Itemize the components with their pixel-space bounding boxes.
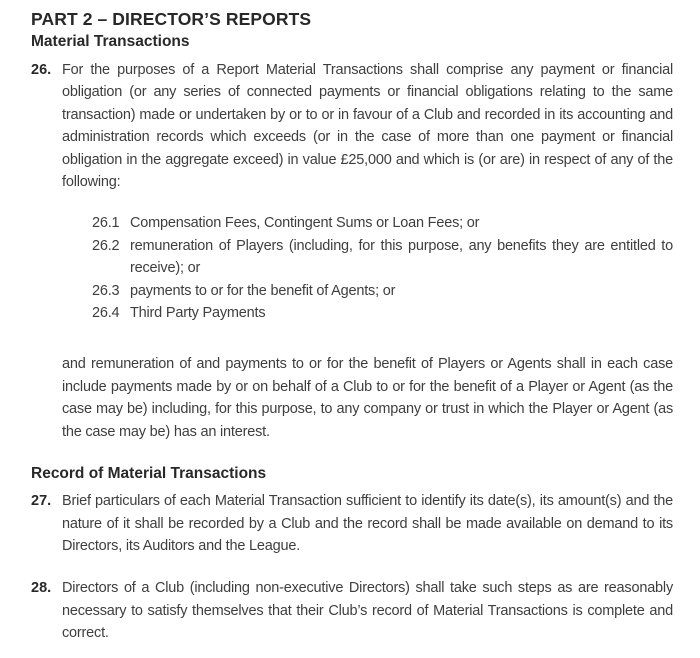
subclause-26-2 xyxy=(92,235,673,280)
subclause-26-3-text: payments to or for the benefit of Agents; or xyxy=(130,282,396,299)
clause-28 xyxy=(31,577,673,644)
clause-26-continuation-text: and remuneration of and payments to or for the benefit of Players or Agents shall in each case include payments made by or on behalf of a Club to or for the benefit of a Player or Agent (as the case may be) including, for this purpose, to any company or trust in which the Player or Agent (as the case may be) has an interest. xyxy=(62,356,673,440)
section-heading-material-transactions: Material Transactions xyxy=(31,33,190,50)
subclause-26-3 xyxy=(92,280,673,302)
subclause-26-4 xyxy=(92,302,673,324)
clause-27-text: Brief particulars of each Material Transaction sufficient to identify its date(s), its amount(s) and the nature of it shall be recorded by a Club and the record shall be made available on demand to its Directors, its Auditors and the League. xyxy=(62,493,673,554)
subclause-26-1-number: 26.1 xyxy=(92,215,120,232)
subclause-26-4-number: 26.4 xyxy=(92,305,120,322)
subclause-26-3-number: 26.3 xyxy=(92,282,120,299)
clause-27-number: 27. xyxy=(31,493,52,510)
clause-28-text: Directors of a Club (including non-executive Directors) shall take such steps as are reasonably necessary to satisfy themselves that their Club’s record of Material Transactions is complete and correct. xyxy=(62,580,673,642)
section-heading-record-of-material-transactions: Record of Material Transactions xyxy=(31,465,267,483)
subclause-26-4-text: Third Party Payments xyxy=(130,305,266,322)
subclause-26-1 xyxy=(92,212,673,234)
part-title: PART 2 – DIRECTOR’S REPORTS xyxy=(31,9,312,29)
subclause-26-1-text: Compensation Fees, Contingent Sums or Loan Fees; or xyxy=(130,215,480,232)
subclause-26-2-number: 26.2 xyxy=(92,237,120,254)
clause-26-text: For the purposes of a Report Material Transactions shall comprise any payment or financial obligation (or any series of connected payments or financial obligations relating to the same transaction) made or undertaken by or to or in favour of a Club and recorded in its accounting and administration records which exceeds (or in the case of more than one payment or financial obligation in the aggregate exceed) in value £25,000 and which is (or are) in respect of any of the following: xyxy=(62,62,673,191)
subclause-26-2-text: remuneration of Players (including, for this purpose, any benefits they are entitled to receive); or xyxy=(130,237,673,277)
clause-26-number: 26. xyxy=(31,62,52,78)
clause-28-number: 28. xyxy=(31,580,52,597)
clause-26-subclause-list xyxy=(92,212,673,324)
clause-26 xyxy=(31,59,673,193)
clause-27 xyxy=(31,490,673,557)
